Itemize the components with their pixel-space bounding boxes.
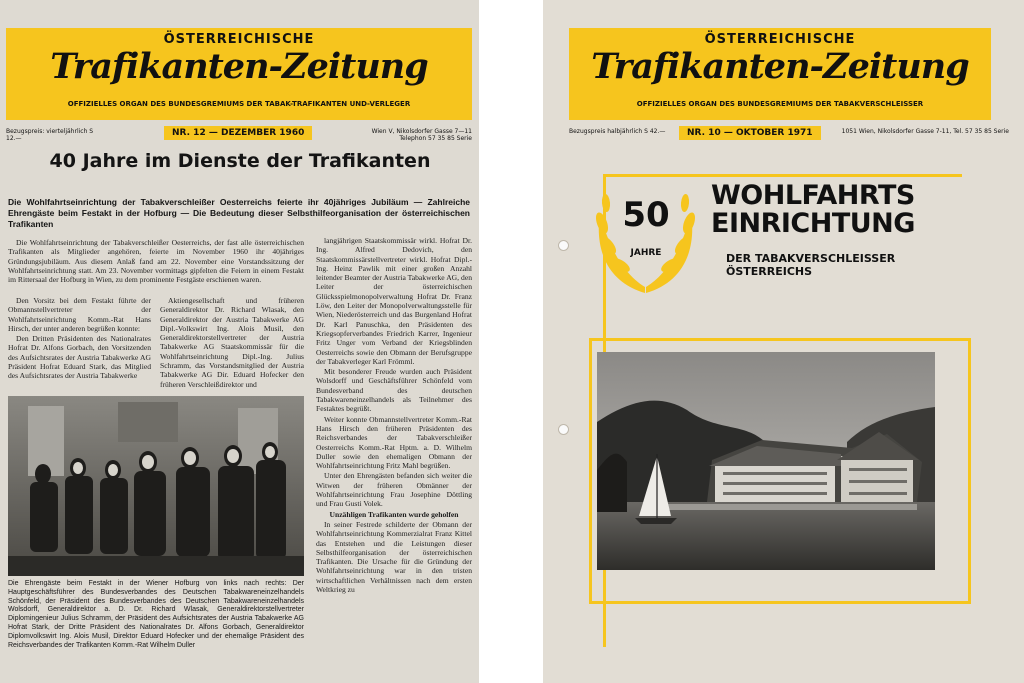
article-intro: [8, 238, 304, 296]
cover-title-line-2: EINRICHTUNG: [711, 208, 915, 239]
paragraph: langjährigen Staatskommissär wirkl. Hofrat Dr. Ing. Alfred Dedovich, den Staatskommissärstellvertreter wirkl. Hofrat Dipl.-Ing. Heinz Pawlik mit einer großen Anzahl leitender Beamter der Austria Tabakwerke AG, den Leiter der österreichischen Glücksspielmonopolverwaltung Hofrat Dr. Franz Löw, den Leiter der Monopolverwaltungsstelle für Wien, Niederösterreich und das Burgenland Hofrat Dr. Karl Panuschka, den Präsidenten des Kriegsopferverbandes Friedrich Karrer, Ingenieur Fritz Unger vom Verband der Kriegsblinden Oesterreichs sowie den Obmann der Berufsgruppe der Tabakverleger Karl Frömml.: [316, 236, 472, 366]
price-info: Bezugspreis halbjährlich S 42.—: [569, 128, 666, 135]
paragraph: Weiter konnte Obmannstellvertreter Komm.-Rat Hans Hirsch den früheren Präsidenten des Reichsverbandes der Tabakverschleißer Oesterreichs Komm.-Rat Hptm. a. D. Wilhelm Duller sowie den ehemaligen Obmann der Wohlfahrtseinrichtung Fritz Mahl begrüßen.: [316, 414, 472, 471]
anniversary-label: JAHRE: [630, 248, 662, 258]
binder-hole-icon: [558, 240, 569, 251]
lakeside-hotel-image: [597, 352, 935, 570]
paragraph: Den Dritten Präsidenten des Nationalrates Hofrat Dr. Alfons Gorbach, den Vorsitzenden des Aufsichtsrates der Austria Tabakwerke AG Präsident Hofrat Eduard Stark, das Mitglied des Aufsichtsrates der Austria Tabakwerke: [8, 334, 151, 381]
article-column-2: [160, 296, 304, 392]
cover-subtitle-line-2: ÖSTERREICHS: [726, 265, 813, 278]
masthead-kicker: ÖSTERREICHISCHE: [163, 32, 315, 47]
article-column-1: [8, 296, 151, 392]
right-cover-page: [543, 0, 1024, 683]
ceremony-photo: [8, 396, 304, 576]
cover-subtitle: [726, 252, 895, 278]
paragraph: Mit besonderer Freude wurden auch Präsident Wolsdorff und Geschäftsführer Schönfeld vom Bundesverband des deutschen Tabakwareneinzelhandels als Teilnehmer des Festaktes begrüßt.: [316, 367, 472, 414]
issue-info-bar: [6, 124, 472, 146]
price-info: Bezugspreis: vierteljährlich S 12.—: [6, 128, 94, 142]
publisher-address: 1051 Wien, Nikolsdorfer Gasse 7-11, Tel. 57 35 85 Serie: [841, 128, 1009, 135]
left-newspaper-page: [0, 0, 479, 683]
lakeside-hotel-photo: [597, 352, 935, 570]
paragraph: In seiner Festrede schilderte der Obmann der Wohlfahrtseinrichtung Kommerzialrat Franz Kittel das Entstehen und die Leistungen dieser Selbsthilfeorganisation der österreichischen Trafikanten. Die Ursache für die Gründung der Wohlfahrtseinrichtung war in den tristen wirtschaftlichen Verhältnissen nach dem ersten Weltkrieg zu: [316, 519, 472, 594]
issue-number: NR. 10 — OKTOBER 1971: [679, 126, 821, 140]
article-column-3: [316, 236, 472, 676]
paragraph: Die Wohlfahrtseinrichtung der Tabakverschleißer Oesterreichs, der fast alle österreichischen Trafikanten als Mitglieder angehören, feierte im November 1960 ihr 40jähriges Gründungsjubiläum. Aus diesem Anlaß fand am 22. November eine Vorstandssitzung der Wohlfahrtseinrichtung statt. Am 23. November vormittags gipfelten die Feiern in einem Festakt im Rittersaal der Hofburg in Wien, zu dem prominente Festgäste erschienen waren.: [8, 238, 304, 285]
binder-hole-icon: [558, 424, 569, 435]
masthead-title: Trafikanten-Zeitung: [50, 46, 428, 87]
paragraph: Den Vorsitz bei dem Festakt führte der Obmannstellvertreter der Wohlfahrtseinrichtung Komm.-Rat Hans Hirsch, der unter anderen begrüßen konnte:: [8, 296, 151, 333]
publisher-address: Wien V, Nikolsdorfer Gasse 7—11 Telephon 57 35 85 Serie: [371, 128, 472, 142]
cover-title-line-1: WOHLFAHRTS: [711, 180, 915, 211]
masthead-1971: [569, 28, 991, 120]
ceremony-photo-image: [8, 396, 304, 576]
photo-caption: Die Ehrengäste beim Festakt in der Wiener Hofburg von links nach rechts: Der Hauptgeschäftsführer des Bundesverbandes des Deutschen Tabakwareneinzelhandels Schönfeld, der Präsident des Bundesverbandes des Deutschen Tabakwareneinzelhandels Wolsdorff, Generaldirektor a. D. Dr. Richard Wlasak, Generaldirektorstellvertreter Diplomingenieur Julius Schramm, der Präsident des Aufsichtsrates der Austria Tabakwerke AG Hofrat Stark, der Dritte Präsident des Nationalrates Dr. Alfons Gorbach, Generaldirektor Diplomvolkswirt Ing. Alois Musil, Direktor Eduard Hofecker und der ehemalige Präsident des Reichsverbandes der Trafikanten Komm.-Rat Wilhelm Duller: [8, 580, 304, 649]
masthead-title: Trafikanten-Zeitung: [591, 46, 969, 87]
issue-number: NR. 12 — DEZEMBER 1960: [164, 126, 312, 140]
anniversary-number: 50: [622, 195, 670, 235]
masthead-subtitle: OFFIZIELLES ORGAN DES BUNDESGREMIUMS DER TABAKVERSCHLEISSER: [636, 100, 924, 108]
section-subhead: Unzähligen Trafikanten wurde geholfen: [329, 509, 459, 519]
cover-subtitle-line-1: DER TABAKVERSCHLEISSER: [726, 252, 896, 265]
paragraph: Unter den Ehrengästen befanden sich weiter die Witwen der früheren Obmänner der Wohlfahrtseinrichtung Frau Josephine Döttling und Frau Gusti Volek.: [316, 471, 472, 509]
masthead-subtitle: OFFIZIELLES ORGAN DES BUNDESGREMIUMS DER TABAK-TRAFIKANTEN UND-VERLEGER: [67, 100, 411, 108]
cover-title: [711, 182, 915, 238]
masthead-kicker: ÖSTERREICHISCHE: [704, 32, 856, 47]
issue-info-bar: [569, 124, 1009, 146]
article-deck: Die Wohlfahrtseinrichtung der Tabakverschleißer Oesterreichs feierte ihr 40jähriges Jubiläum — Zahlreiche Ehrengäste beim Festakt in der Hofburg — Die Bedeutung dieser Selbsthilfeorganisation der österreichischen Trafikanten: [8, 197, 470, 229]
article-headline: 40 Jahre im Dienste der Trafikanten: [49, 150, 431, 172]
paragraph: Aktiengesellschaft und früheren Generaldirektor Dr. Richard Wlasak, den Generaldirektor der Austria Tabakwerke AG Dipl.-Volkswirt Ing. Alois Musil, den Generaldirektorstellvertreter der Austria Tabakwerke AG Staatskommissär für die Wohlfahrtseinrichtung Dipl.-Ing. Julius Schramm, das Vorstandsmitglied der Austria Tabakwerke AG Dir. Eduard Hofecker den früheren Verschleißdirektor und: [160, 296, 304, 389]
masthead-1960: [6, 28, 472, 120]
